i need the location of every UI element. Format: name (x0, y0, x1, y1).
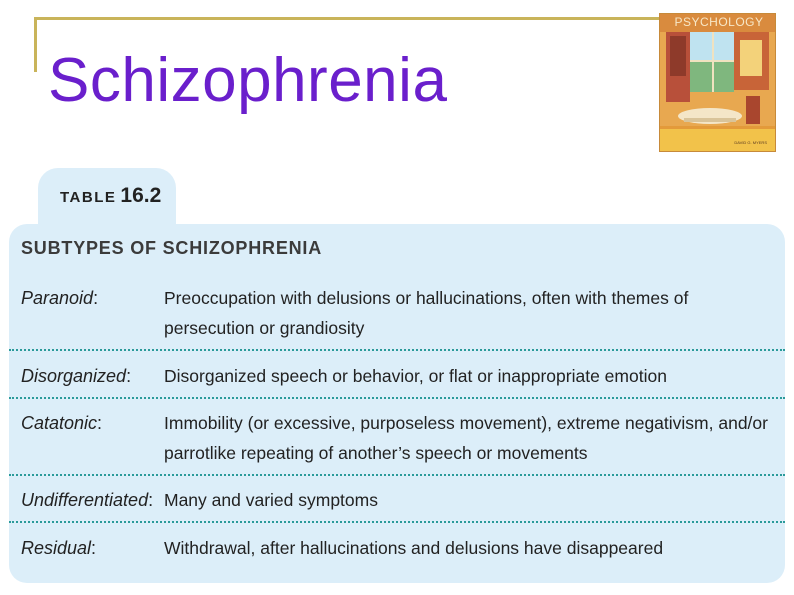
table-heading: SUBTYPES OF SCHIZOPHRENIA (21, 238, 323, 258)
row-divider (9, 521, 785, 523)
table-row-description: Many and varied symptoms (164, 490, 378, 510)
book-cover-painting (660, 14, 775, 151)
table-number-value: 16.2 (120, 184, 162, 207)
table-row-description: Withdrawal, after hallucinations and delusions have disappeared (164, 538, 664, 558)
table-row-term: Undifferentiated: (21, 490, 154, 510)
table-row-term: Catatonic: (21, 413, 103, 433)
table-row-term: Residual: (21, 538, 97, 558)
book-cover-image (659, 13, 776, 152)
book-cover-author: DAVID G. MYERS (734, 140, 767, 145)
row-divider (9, 474, 785, 476)
book-cover-title: PSYCHOLOGY (674, 15, 764, 29)
table-row-term: Disorganized: (21, 366, 132, 386)
slide-title: Schizophrenia (48, 46, 448, 115)
row-divider (9, 349, 785, 351)
table-row-description: Disorganized speech or behavior, or flat or inappropriate emotion (164, 366, 667, 386)
slide-frame-left-rule (34, 17, 37, 72)
table-panel (9, 224, 785, 583)
table-row-description: Preoccupation with delusions or hallucinations, often with themes of persecution or grandiosity (164, 288, 689, 338)
table-label: TABLE (60, 189, 117, 206)
table-row-term: Paranoid: (21, 288, 99, 308)
row-divider (9, 397, 785, 399)
table-row-description: Immobility (or excessive, purposeless movement), extreme negativism, and/or parrotlike repeating of another’s speech or movements (164, 413, 768, 463)
table-number (60, 182, 161, 212)
